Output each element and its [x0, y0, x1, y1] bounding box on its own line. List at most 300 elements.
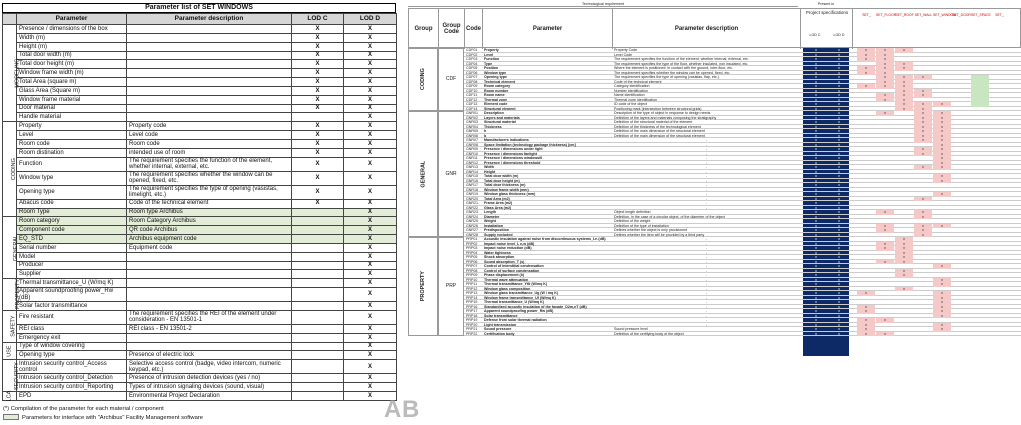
lod-d-cell: X [344, 217, 397, 226]
presence-mark: x [865, 52, 867, 57]
col-parameter: Parameter [483, 9, 613, 49]
group-label-text: CODING [419, 68, 426, 91]
description-cell: Definition of the layers and materials composing the stratigraphy [614, 115, 717, 120]
table-row [3, 383, 397, 392]
lod-d-mark: x [838, 273, 840, 277]
description-cell: - [705, 255, 708, 259]
lod-c-mark: x [815, 88, 817, 93]
present-in-col-header: SET_ [862, 13, 871, 17]
parameter-cell: Diameter [484, 214, 500, 219]
group-label-text: SECURITY [13, 361, 20, 390]
lod-d-mark: x [838, 183, 840, 187]
lod-d-mark: x [838, 250, 840, 255]
lod-d-mark: x [838, 196, 840, 201]
description-cell: ID code of the object [614, 102, 647, 106]
lod-d-cell: X [344, 226, 397, 235]
description-cell: Name identification [614, 93, 645, 97]
description-cell: - [705, 264, 708, 268]
project-specifications [801, 9, 853, 49]
code-cell: PRP09 [466, 273, 478, 277]
lod-c-cell: X [292, 51, 344, 60]
parameter-cell: Room code [17, 139, 127, 148]
parameter-cell: Apparent soundproofing power_Rw (dB) [17, 288, 127, 302]
lod-c-mark: x [815, 327, 817, 331]
parameter-cell: Glass Area (Square m) [17, 86, 127, 95]
description-cell: intended use of room [127, 148, 292, 157]
code-cell: GNR21 [466, 201, 478, 205]
description-cell: Level Code [614, 52, 633, 57]
description-cell: Where the element is positioned: in contact with the ground, inter-floor, etc. [614, 66, 734, 70]
code-cell: GNR12 [466, 160, 478, 165]
parameter-cell: Window frame width (mm) [484, 187, 529, 192]
lod-c-mark: x [815, 268, 817, 273]
parameter-cell: REI class [17, 324, 127, 333]
table-row [3, 235, 397, 244]
lod-c-cell [292, 351, 344, 360]
presence-mark: x [884, 70, 886, 75]
presence-mark: x [903, 79, 905, 84]
presence-mark: x [922, 93, 924, 97]
table-row [3, 131, 397, 140]
presence-mark: x [922, 232, 924, 237]
parameter-cell: Type [484, 61, 493, 66]
lod-d-mark: x [838, 214, 840, 219]
group-label [408, 111, 438, 237]
parameter-cell: Presence / dimensions threshold [484, 160, 541, 165]
lod-c-mark: x [815, 84, 817, 88]
lod-c-mark: x [815, 57, 817, 61]
presence-mark: x [884, 318, 886, 322]
code-cell: CDF10 [466, 88, 478, 93]
lod-c-mark: x [815, 156, 817, 160]
lod-d-mark: x [838, 295, 840, 300]
presence-mark: x [941, 277, 943, 282]
description-cell: The requirement specifies whether the window can be opened, fixed, etc. [127, 171, 292, 185]
parameter-cell: Intrusion security control_Reporting [17, 383, 127, 392]
presence-mark: x [903, 88, 905, 93]
table-row [3, 78, 397, 87]
lod-d-cell: X [344, 261, 397, 270]
description-cell: - [705, 187, 708, 192]
group-label-text: PROPERTY [14, 279, 21, 310]
lod-c-cell: X [292, 25, 344, 34]
lod-c-mark: x [815, 286, 817, 291]
lod-c-cell: X [292, 42, 344, 51]
table-row [3, 288, 397, 302]
code-cell: GNR26 [466, 223, 478, 228]
presence-mark: x [922, 138, 924, 142]
presence-mark: x [884, 210, 886, 214]
table-row [3, 122, 397, 131]
presence-mark: x [922, 133, 924, 138]
panel-b [408, 0, 1021, 425]
description-cell: Description of the type of object in response to design needs [614, 111, 711, 115]
description-cell: - [705, 250, 708, 255]
parameter-cell: EPD [17, 392, 127, 401]
presence-mark: x [865, 309, 867, 313]
lod-c-cell: X [292, 157, 344, 171]
description-cell [127, 78, 292, 87]
presence-mark: x [865, 322, 867, 327]
lod-d-cell: X [344, 95, 397, 104]
table-row [3, 324, 397, 333]
description-cell: - [705, 156, 708, 160]
code-cell: GNR05 [466, 129, 478, 133]
code-cell: PRP10 [466, 277, 478, 282]
lod-d-cell: X [344, 157, 397, 171]
parameter-cell: Presence / dimensions under light [484, 147, 543, 151]
parameter-cell: Water tightness [484, 250, 511, 255]
code-cell: GNR11 [466, 156, 478, 160]
group-label-text: SAFETY [10, 315, 17, 337]
parameter-cell: Type of window covering [17, 342, 127, 351]
col-group: Group [409, 9, 439, 49]
parameter-cell: b [484, 133, 487, 138]
parameter-cell: Function [484, 57, 500, 61]
description-cell [127, 86, 292, 95]
description-cell: - [705, 304, 708, 309]
lod-d-mark: x [838, 97, 840, 102]
present-in-heading: Present in [817, 2, 835, 6]
lod-c-mark: x [815, 106, 817, 111]
code-cell: PRP14 [466, 295, 478, 300]
lod-d-cell: X [344, 235, 397, 244]
parameter-cell: Sound absorption_T (s) [484, 259, 525, 264]
group-label [3, 360, 20, 392]
description-cell: - [705, 165, 708, 169]
presence-mark: x [903, 106, 905, 111]
code-cell: CDF01 [466, 48, 478, 52]
lod-d-heading: LOD D [833, 33, 845, 37]
group-label-text: GENERAL [419, 160, 426, 188]
parameter-cell: Opening type [17, 185, 127, 199]
lod-c-cell: X [292, 139, 344, 148]
group-label [408, 237, 438, 336]
parameter-cell: Solar transmittance [484, 313, 518, 318]
lod-c-cell [292, 261, 344, 270]
lod-c-mark: x [815, 304, 817, 309]
set-windows-table [2, 13, 397, 401]
lod-d-mark: x [838, 93, 840, 97]
code-cell: PRP04 [466, 250, 478, 255]
lod-c-cell [292, 113, 344, 122]
lod-d-mark: x [838, 174, 840, 178]
code-cell: GNR04 [466, 124, 478, 129]
group-label [3, 310, 17, 342]
group-label [3, 25, 21, 122]
description-cell: Definition of the type of installation [614, 223, 669, 228]
lod-d-mark: x [838, 111, 840, 115]
lod-c-mark: x [815, 214, 817, 219]
lod-c-mark: x [815, 147, 817, 151]
description-cell: Presence of electric lock [127, 351, 292, 360]
description-cell: - [705, 286, 708, 291]
lod-d-mark: x [838, 331, 840, 336]
code-cell: CDF08 [466, 79, 478, 84]
description-cell: - [705, 178, 708, 183]
description-cell: - [705, 201, 708, 205]
lod-c-mark: x [815, 187, 817, 192]
description-cell: Positioning mark (intersection between structural grids) [614, 106, 702, 111]
table-row [3, 351, 397, 360]
table-row [3, 171, 397, 185]
presence-mark: x [941, 304, 943, 309]
lod-c-mark: x [815, 259, 817, 264]
parameter-cell: Width [484, 165, 494, 169]
code-cell: PRP21 [466, 327, 478, 331]
table-row [3, 226, 397, 235]
table-row [3, 199, 397, 208]
presence-mark: x [922, 120, 924, 124]
lod-d-mark: x [838, 223, 840, 228]
presence-mark: x [903, 255, 905, 259]
lod-d-mark: x [838, 142, 840, 147]
lod-c-mark: x [815, 70, 817, 75]
code-cell: PRP05 [466, 255, 478, 259]
presence-mark: x [941, 147, 943, 151]
lod-d-mark: x [838, 268, 840, 273]
description-cell: Property Code [614, 48, 638, 52]
description-cell: Sound pressure level [614, 327, 648, 331]
parameter-cell: Handle material [17, 113, 127, 122]
description-cell: - [705, 268, 708, 273]
lod-c-cell [292, 208, 344, 217]
parameter-cell: Light transmission [484, 322, 517, 327]
lod-c-mark: x [815, 48, 817, 52]
present-in-col-header: SET_SPACE [971, 13, 991, 17]
presence-mark: x [903, 273, 905, 277]
code-cell: GNR08 [466, 142, 478, 147]
code-cell: CDF14 [466, 106, 478, 111]
group-code: PRP [438, 237, 464, 336]
code-cell: CDF12 [466, 97, 478, 102]
lod-d-mark: x [838, 210, 840, 214]
code-cell: PRP22 [466, 331, 478, 336]
description-cell: Defines whether the item will be provided by a third party [614, 232, 705, 237]
present-in-col-header: SET_ [995, 13, 1004, 17]
lod-d-mark: x [838, 70, 840, 75]
lod-d-cell: X [344, 104, 397, 113]
parameter-cell: Frame Area (m2) [484, 201, 513, 205]
lod-d-mark: x [838, 246, 840, 250]
lod-d-mark: x [838, 84, 840, 88]
code-cell: GNR16 [466, 178, 478, 183]
code-cell: CDF09 [466, 84, 478, 88]
parameter-cell: Opening type [484, 75, 507, 79]
parameter-cell: Thermal transmittance_U (W/mq K) [484, 300, 544, 304]
code-cell: PRP18 [466, 313, 478, 318]
table-row [3, 374, 397, 383]
description-cell [127, 302, 292, 311]
parameter-cell: Thermal wave attenuation [484, 277, 529, 282]
presence-mark: x [903, 75, 905, 79]
description-cell: - [705, 295, 708, 300]
lod-d-cell: X [344, 42, 397, 51]
lod-c-mark: x [815, 223, 817, 228]
parameter-cell: Description [484, 111, 504, 115]
lod-c-mark: x [815, 313, 817, 318]
description-cell [127, 252, 292, 261]
lod-d-mark: x [838, 237, 840, 241]
presence-mark: x [903, 97, 905, 102]
code-cell: PRP13 [466, 291, 478, 295]
parameter-cell: Layers and materials [484, 115, 520, 120]
lod-c-cell [292, 383, 344, 392]
lod-d-mark: x [838, 228, 840, 232]
lod-c-cell [292, 342, 344, 351]
parameter-cell: Certification body [484, 331, 515, 336]
code-cell: PRP16 [466, 304, 478, 309]
lod-c-cell [292, 252, 344, 261]
tech-requirement-heading: Technological requirement [408, 2, 798, 7]
presence-mark: x [941, 327, 943, 331]
table-row [3, 279, 397, 288]
code-cell: CDF11 [466, 93, 478, 97]
table-row [3, 113, 397, 122]
lod-d-cell: X [344, 208, 397, 217]
lod-c-cell: X [292, 104, 344, 113]
group-label [408, 48, 438, 111]
presence-mark: x [903, 61, 905, 66]
presence-mark: x [941, 115, 943, 120]
presence-mark: x [922, 111, 924, 115]
presence-mark: x [922, 210, 924, 214]
lod-d-mark: x [838, 327, 840, 331]
description-cell: - [705, 205, 708, 210]
lod-c-mark: x [815, 264, 817, 268]
parameter-cell: Sound pressure [484, 327, 512, 331]
parameter-cell: Level [17, 131, 127, 140]
presence-mark: x [941, 120, 943, 124]
description-cell: - [705, 291, 708, 295]
description-cell [127, 104, 292, 113]
presence-mark: x [903, 84, 905, 88]
presence-mark: x [941, 178, 943, 183]
presence-mark: x [903, 237, 905, 241]
description-cell [127, 51, 292, 60]
lod-d-cell: X [344, 288, 397, 302]
lod-c-mark: x [815, 142, 817, 147]
lod-c-cell: X [292, 78, 344, 87]
presence-mark: x [865, 327, 867, 331]
description-cell: QR code Archibus [127, 226, 292, 235]
lod-c-mark: x [815, 66, 817, 70]
lod-c-cell: X [292, 199, 344, 208]
lod-d-mark: x [838, 75, 840, 79]
parameter-cell: Property [484, 48, 499, 52]
table-row [3, 157, 397, 171]
group-label [3, 217, 20, 279]
description-cell [127, 279, 292, 288]
table-row [3, 333, 397, 342]
lod-d-cell: X [344, 199, 397, 208]
lod-d-cell: X [344, 78, 397, 87]
table-row [3, 42, 397, 51]
description-cell: Presence of intrusion detection devices (yes / no) [127, 374, 292, 383]
header-cell: Parameter [17, 14, 127, 25]
description-cell: - [705, 259, 708, 264]
description-cell [127, 25, 292, 34]
description-cell: Definition of the weight [614, 219, 651, 223]
presence-mark: x [922, 129, 924, 133]
lod-c-mark: x [815, 291, 817, 295]
description-cell: Thermal zone identification [614, 97, 657, 102]
table-row [3, 217, 397, 226]
lod-d-cell: X [344, 185, 397, 199]
lod-d-cell: X [344, 113, 397, 122]
description-cell: The requirement specifies whether the window can be opened, fixed, etc. [614, 70, 731, 75]
description-cell: - [705, 282, 708, 286]
present-in-col-header: SET_WINDOW [933, 13, 957, 17]
group-code: GNR [438, 111, 464, 237]
parameter-cell: Acoustic insulation against noise from discontinuous systems_Ln (dB) [484, 237, 606, 241]
code-cell: GNR27 [466, 228, 478, 232]
group-label-text: LCA [6, 390, 13, 402]
parameter-cell: Emergency exit [17, 333, 127, 342]
code-cell: GNR18 [466, 187, 478, 192]
lod-d-mark: x [838, 286, 840, 291]
legend-note: (*) Compilation of the parameter for each material / component [3, 406, 164, 412]
parameter-cell: Impact noise reduction (dB) [484, 246, 532, 250]
description-cell: Definition of the certifying body of the object [614, 331, 684, 336]
group-label-text: MODELING [14, 58, 21, 88]
lod-d-mark: x [838, 160, 840, 165]
parameter-cell: Room number [484, 88, 509, 93]
parameter-cell: Presence / dimensions fanlight [484, 151, 537, 156]
code-cell: PRP07 [466, 264, 478, 268]
presence-mark: x [922, 147, 924, 151]
code-cell: GNR20 [466, 196, 478, 201]
label-b: B [402, 396, 420, 423]
table-row [3, 208, 397, 217]
lod-c-mark: x [815, 79, 817, 84]
parameter-cell: Presence / dimensions windowsill [484, 156, 543, 160]
presence-mark: x [922, 75, 924, 79]
parameter-cell: Room distination [17, 148, 127, 157]
lod-d-cell: X [344, 148, 397, 157]
lod-c-mark: x [815, 277, 817, 282]
presence-mark: x [922, 223, 924, 228]
table-row [3, 33, 397, 42]
table-row [3, 342, 397, 351]
parameter-cell: Installation [484, 223, 503, 228]
parameter-cell: Level [484, 52, 494, 57]
header-cell: LOD D [344, 14, 397, 25]
presence-mark: x [922, 196, 924, 201]
lod-d-mark: x [838, 205, 840, 210]
table-row [3, 104, 397, 113]
presence-mark: x [884, 61, 886, 66]
parameter-cell: Glass Area (m2) [484, 205, 512, 210]
parameter-cell: Window glass thickness (mm) [484, 192, 536, 196]
lod-c-cell [292, 243, 344, 252]
parameter-cell: Supplier [17, 270, 127, 279]
lod-d-cell: X [344, 270, 397, 279]
lod-c-heading: LOD C [809, 33, 821, 37]
description-cell: The requirement specifies the REI of the element under consideration - EN 13501-1 [127, 310, 292, 324]
parameter-cell: Thickness [484, 124, 502, 129]
presence-mark: x [884, 84, 886, 88]
lod-d-mark: x [838, 79, 840, 84]
lod-c-mark: x [815, 138, 817, 142]
description-cell: Archibus equipment code [127, 235, 292, 244]
presence-mark: x [941, 282, 943, 286]
presence-mark: x [903, 250, 905, 255]
presence-mark: x [884, 79, 886, 84]
lod-c-mark: x [815, 318, 817, 322]
lod-d-mark: x [838, 201, 840, 205]
description-cell [127, 42, 292, 51]
